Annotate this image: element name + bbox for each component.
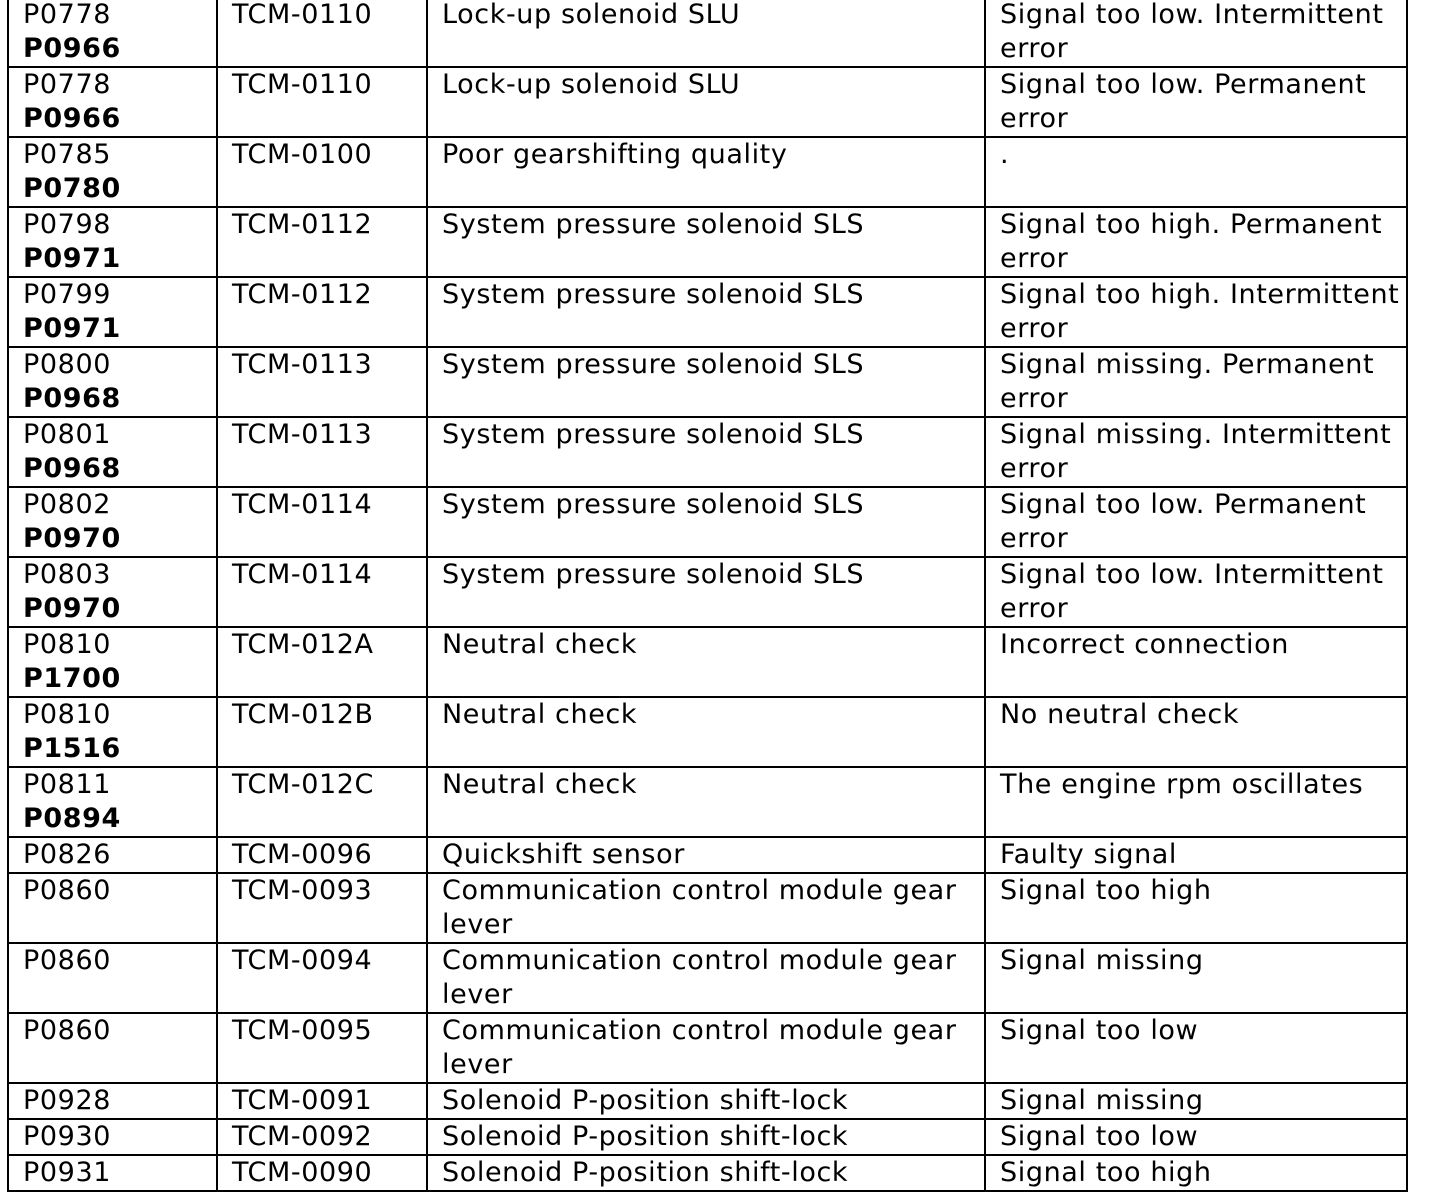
description-cell: Signal too low [985, 1013, 1407, 1083]
tcm-code-cell: TCM-0095 [217, 1013, 427, 1083]
tcm-code-cell: TCM-0112 [217, 207, 427, 277]
tcm-code-cell: TCM-0093 [217, 873, 427, 943]
description-cell: No neutral check [985, 697, 1407, 767]
dtc-code: P0785 [23, 139, 111, 170]
dtc-code-cell [8, 137, 217, 207]
component-cell: System pressure solenoid SLS [427, 207, 985, 277]
dtc-code-cell: P0860 [8, 873, 217, 943]
component-cell: System pressure solenoid SLS [427, 277, 985, 347]
dtc-code: P0778 [23, 69, 111, 100]
dtc-code: P0803 [23, 559, 111, 590]
description-cell: Signal too low. Intermittent error [985, 557, 1407, 627]
description-cell: Signal too high [985, 1155, 1407, 1191]
dtc-code-cell [8, 417, 217, 487]
tcm-code-cell: TCM-0094 [217, 943, 427, 1013]
dtc-code: P0799 [23, 279, 111, 310]
table-row [8, 137, 1407, 207]
dtc-code-cell: P0930 [8, 1119, 217, 1155]
dtc-code: P0811 [23, 769, 111, 800]
dtc-alt-code: P0894 [23, 803, 121, 834]
tcm-code-cell: TCM-0090 [217, 1155, 427, 1191]
component-cell: Solenoid P-position shift-lock [427, 1155, 985, 1191]
table-row [8, 1119, 1407, 1155]
table-row [8, 627, 1407, 697]
dtc-alt-code: P0780 [23, 173, 121, 204]
dtc-code-cell [8, 767, 217, 837]
dtc-code: P0802 [23, 489, 111, 520]
component-cell: Communication control module gear lever [427, 1013, 985, 1083]
tcm-code-cell: TCM-0110 [217, 0, 427, 67]
table-row [8, 767, 1407, 837]
component-cell: Communication control module gear lever [427, 873, 985, 943]
dtc-code-cell [8, 697, 217, 767]
component-cell: System pressure solenoid SLS [427, 557, 985, 627]
dtc-code-cell: P0928 [8, 1083, 217, 1119]
description-cell: . [985, 137, 1407, 207]
table-row [8, 487, 1407, 557]
tcm-code-cell: TCM-0114 [217, 487, 427, 557]
tcm-code-cell: TCM-0113 [217, 347, 427, 417]
table-row [8, 1083, 1407, 1119]
dtc-code: P0801 [23, 419, 111, 450]
component-cell: System pressure solenoid SLS [427, 417, 985, 487]
component-cell: Lock-up solenoid SLU [427, 0, 985, 67]
dtc-alt-code: P1700 [23, 663, 121, 694]
component-cell: Quickshift sensor [427, 837, 985, 873]
dtc-code-cell [8, 557, 217, 627]
description-cell: Incorrect connection [985, 627, 1407, 697]
dtc-code-cell [8, 67, 217, 137]
table-row [8, 347, 1407, 417]
description-cell: Signal missing. Permanent error [985, 347, 1407, 417]
tcm-code-cell: TCM-0114 [217, 557, 427, 627]
dtc-alt-code: P0968 [23, 383, 121, 414]
description-cell: The engine rpm oscillates [985, 767, 1407, 837]
table-row [8, 1155, 1407, 1191]
tcm-code-cell: TCM-0091 [217, 1083, 427, 1119]
description-cell: Signal too low. Permanent error [985, 487, 1407, 557]
dtc-code: P0798 [23, 209, 111, 240]
dtc-code-cell: P0826 [8, 837, 217, 873]
dtc-alt-code: P1516 [23, 733, 121, 764]
description-cell: Signal too low. Permanent error [985, 67, 1407, 137]
component-cell: Solenoid P-position shift-lock [427, 1083, 985, 1119]
component-cell: System pressure solenoid SLS [427, 487, 985, 557]
component-cell: Solenoid P-position shift-lock [427, 1119, 985, 1155]
component-cell: Poor gearshifting quality [427, 137, 985, 207]
description-cell: Signal too low [985, 1119, 1407, 1155]
dtc-alt-code: P0971 [23, 243, 121, 274]
dtc-code: P0778 [23, 0, 111, 30]
dtc-code-cell [8, 627, 217, 697]
table-row [8, 277, 1407, 347]
dtc-code-cell: P0931 [8, 1155, 217, 1191]
dtc-alt-code: P0966 [23, 103, 121, 134]
tcm-code-cell: TCM-0112 [217, 277, 427, 347]
dtc-alt-code: P0970 [23, 593, 121, 624]
tcm-code-cell: TCM-012A [217, 627, 427, 697]
component-cell: Neutral check [427, 627, 985, 697]
table-row [8, 557, 1407, 627]
tcm-code-cell: TCM-0100 [217, 137, 427, 207]
table-row [8, 417, 1407, 487]
tcm-code-cell: TCM-0113 [217, 417, 427, 487]
dtc-code-cell [8, 347, 217, 417]
tcm-code-cell: TCM-0096 [217, 837, 427, 873]
dtc-alt-code: P0971 [23, 313, 121, 344]
table-row [8, 697, 1407, 767]
dtc-table-body [8, 0, 1407, 1191]
tcm-code-cell: TCM-0092 [217, 1119, 427, 1155]
dtc-code-cell: P0860 [8, 1013, 217, 1083]
dtc-code-cell: P0860 [8, 943, 217, 1013]
component-cell: Communication control module gear lever [427, 943, 985, 1013]
dtc-code: P0800 [23, 349, 111, 380]
table-row [8, 873, 1407, 943]
description-cell: Faulty signal [985, 837, 1407, 873]
description-cell: Signal too high. Permanent error [985, 207, 1407, 277]
tcm-code-cell: TCM-012B [217, 697, 427, 767]
description-cell: Signal missing [985, 1083, 1407, 1119]
dtc-alt-code: P0966 [23, 33, 121, 64]
tcm-code-cell: TCM-012C [217, 767, 427, 837]
dtc-alt-code: P0970 [23, 523, 121, 554]
dtc-code-cell [8, 487, 217, 557]
component-cell: Neutral check [427, 767, 985, 837]
dtc-alt-code: P0968 [23, 453, 121, 484]
table-row [8, 837, 1407, 873]
dtc-code-cell [8, 207, 217, 277]
description-cell: Signal too high [985, 873, 1407, 943]
description-cell: Signal too low. Intermittent error [985, 0, 1407, 67]
description-cell: Signal missing [985, 943, 1407, 1013]
component-cell: Lock-up solenoid SLU [427, 67, 985, 137]
table-row [8, 67, 1407, 137]
dtc-code: P0810 [23, 629, 111, 660]
dtc-code: P0810 [23, 699, 111, 730]
table-row [8, 207, 1407, 277]
table-row [8, 943, 1407, 1013]
table-row [8, 1013, 1407, 1083]
component-cell: System pressure solenoid SLS [427, 347, 985, 417]
description-cell: Signal too high. Intermittent error [985, 277, 1407, 347]
tcm-code-cell: TCM-0110 [217, 67, 427, 137]
component-cell: Neutral check [427, 697, 985, 767]
dtc-table [7, 0, 1408, 1192]
table-row [8, 0, 1407, 67]
dtc-code-cell [8, 0, 217, 67]
dtc-code-cell [8, 277, 217, 347]
description-cell: Signal missing. Intermittent error [985, 417, 1407, 487]
